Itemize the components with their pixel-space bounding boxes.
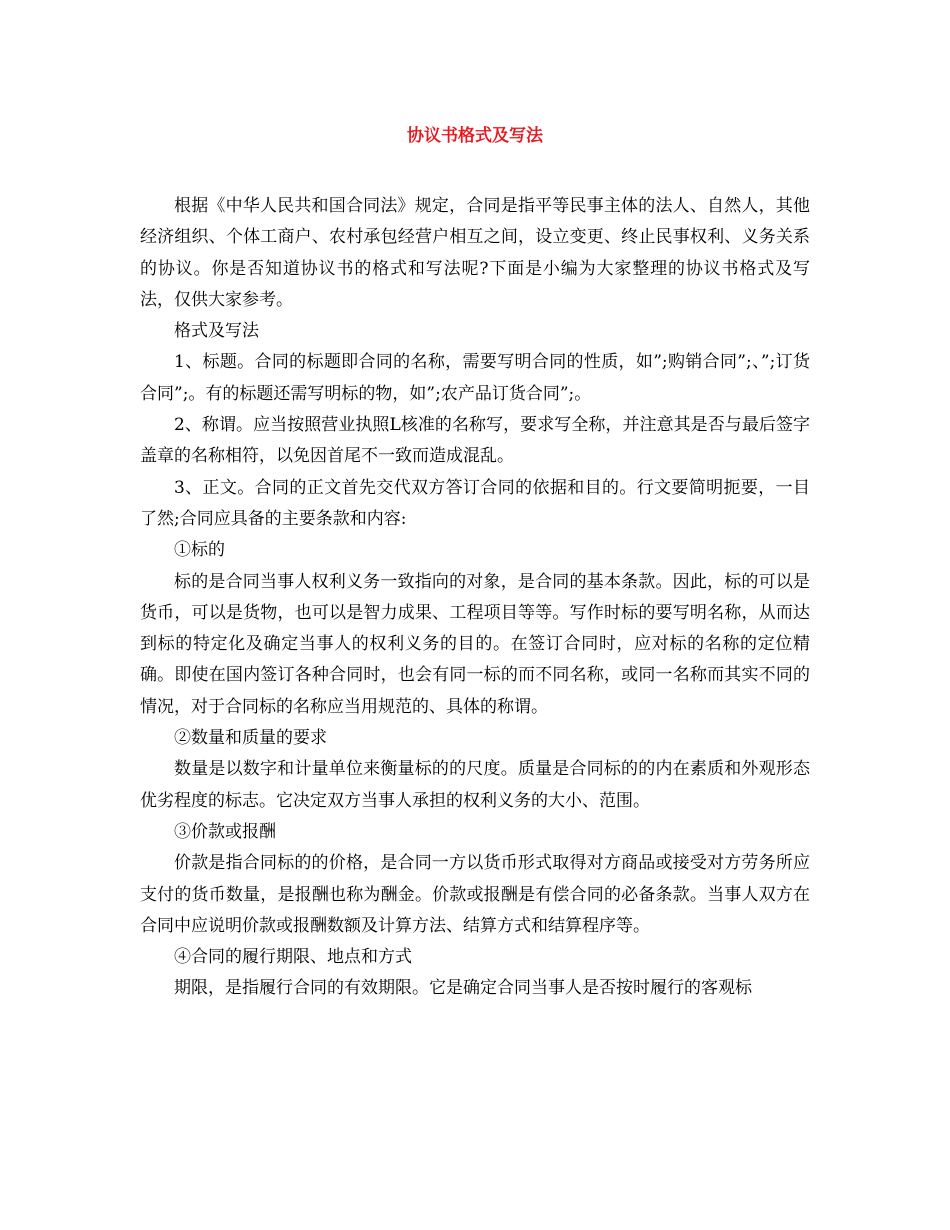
paragraph-price: 价款是指合同标的的价格，是合同一方以货币形式取得对方商品或接受对方劳务所应支付的货币数量，是报酬也称为酬金。价款或报酬是有偿合同的必备条款。当事人双方在合同中应说明价款或报酬数额及计算方法、结算方式和结算程序等。 [140, 853, 810, 936]
paragraph-salutation-item: 2、称谓。应当按照营业执照L核准的名称写，要求写全称，并注意其是否与最后签字盖章的名称相符，以免因首尾不一致而造成混乱。 [140, 415, 810, 467]
paragraph-intro: 根据《中华人民共和国合同法》规定，合同是指平等民事主体的法人、自然人，其他经济组织、个体工商户、农村承包经营户相互之间，设立变更、终止民事权利、义务关系的协议。你是否知道协议书的格式和写法呢?下面是小编为大家整理的协议书格式及写法，仅供大家参考。 [140, 196, 810, 310]
subheading-performance: ④合同的履行期限、地点和方式 [174, 947, 412, 968]
paragraph-quantity-quality: 数量是以数字和计量单位来衡量标的的尺度。质量是合同标的的内在素质和外观形态优劣程度的标志。它决定双方当事人承担的权利义务的大小、范围。 [140, 759, 810, 811]
paragraph-subject: 标的是合同当事人权利义务一致指向的对象，是合同的基本条款。因此，标的可以是货币，可以是货物，也可以是智力成果、工程项目等等。写作时标的要写明名称，从而达到标的特定化及确定当事人的权利义务的目的。在签订合同时，应对标的名称的定位精确。即使在国内签订各种合同时，也会有同一标的而不同名称，或同一名称而其实不同的情况，对于合同标的名称应当用规范的、具体的称谓。 [140, 571, 810, 717]
subheading-subject: ①标的 [174, 540, 225, 561]
paragraph-performance: 期限，是指履行合同的有效期限。它是确定合同当事人是否按时履行的客观标 [174, 978, 752, 999]
paragraph-title-item: 1、标题。合同的标题即合同的名称，需要写明合同的性质，如”;购销合同”;、”;订货合同”;。有的标题还需写明标的物，如”;农产品订货合同”;。 [140, 352, 810, 404]
paragraph-body-item: 3、正文。合同的正文首先交代双方答订合同的依据和目的。行文要简明扼要，一目了然;合同应具备的主要条款和内容: [140, 477, 810, 529]
subheading-quantity-quality: ②数量和质量的要求 [174, 728, 327, 749]
subheading-price: ③价款或报酬 [174, 821, 276, 842]
document-title: 协议书格式及写法 [407, 126, 543, 146]
section-heading-format: 格式及写法 [174, 321, 259, 342]
document-body [140, 191, 810, 1005]
